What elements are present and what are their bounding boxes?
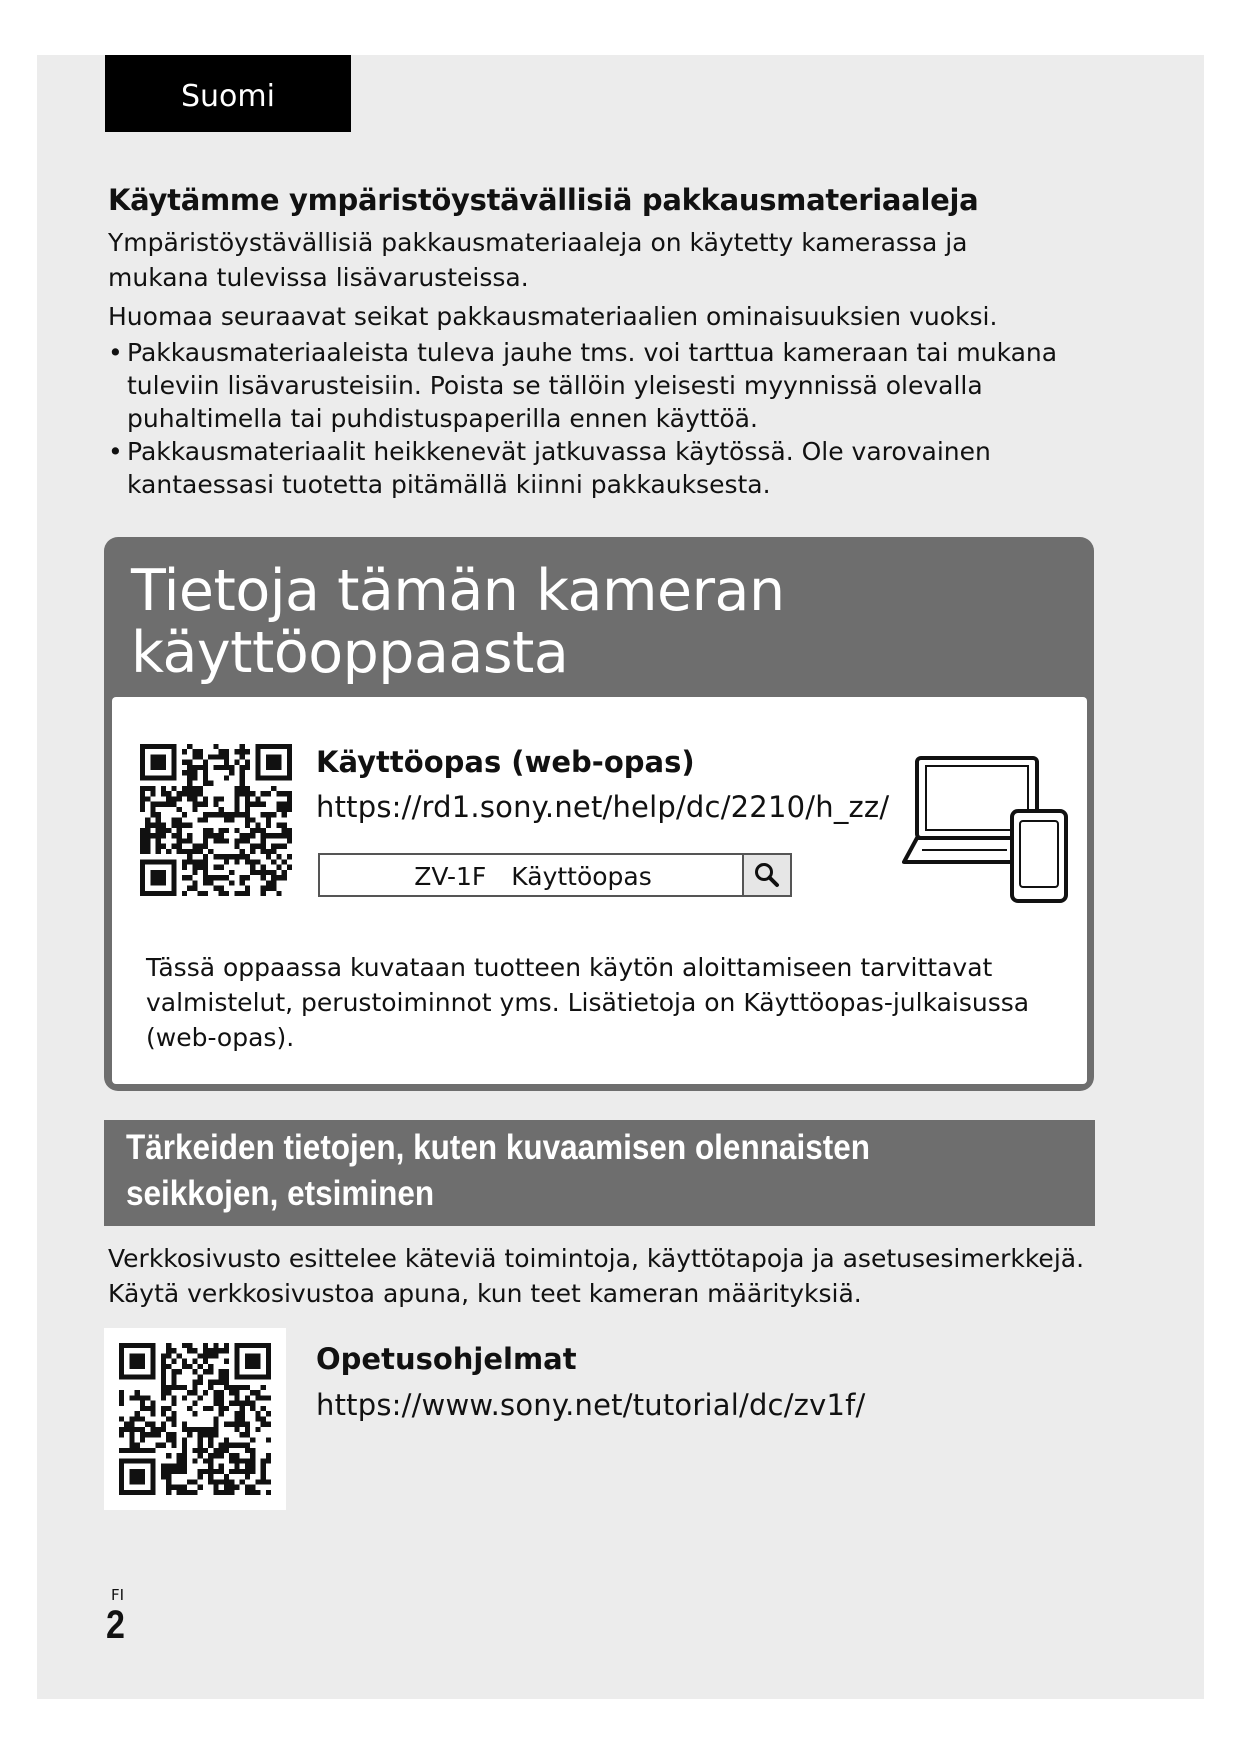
tips-banner-title	[126, 1125, 1026, 1217]
search-box[interactable]	[318, 853, 792, 897]
packaging-heading: Käytämme ympäristöystävällisiä pakkausmateriaaleja	[108, 183, 979, 217]
search-text: ZV-1F Käyttöopas	[414, 862, 652, 891]
guide-box-title	[131, 560, 785, 684]
tutorial-url-link[interactable]: https://www.sony.net/tutorial/dc/zv1f/	[316, 1388, 866, 1422]
tips-paragraph: Verkkosivusto esittelee käteviä toimintoja, käyttötapoja ja asetusesimerkkejä. Käytä verkkosivustoa apuna, kun teet kameran määrityksiä.	[108, 1244, 1085, 1308]
packaging-bullet-list	[108, 336, 1077, 501]
guide-qr-code[interactable]	[140, 744, 292, 896]
language-tab	[105, 55, 351, 132]
search-button[interactable]	[742, 855, 790, 895]
packaging-paragraph-1: Ympäristöystävällisiä pakkausmateriaaleja on käytetty kamerassa ja mukana tulevissa lisävarusteissa.	[108, 228, 968, 292]
packaging-paragraph-2: Huomaa seuraavat seikat pakkausmateriaalien ominaisuuksien vuoksi.	[108, 302, 998, 331]
tutorial-qr-code[interactable]	[104, 1328, 286, 1510]
language-tab-label: Suomi	[181, 79, 275, 114]
tutorial-label: Opetusohjelmat	[316, 1342, 577, 1376]
magnifier-icon	[753, 861, 781, 889]
tips-banner-line-2: seikkojen, etsiminen	[126, 1174, 435, 1213]
page-number: 2	[106, 1603, 125, 1647]
guide-title-line-1: Tietoja tämän kameran	[131, 558, 785, 624]
tips-banner-line-1: Tärkeiden tietojen, kuten kuvaamisen olennaisten	[126, 1128, 870, 1167]
laptop-and-smartphone-icon	[902, 755, 1070, 905]
guide-label: Käyttöopas (web-opas)	[316, 745, 695, 779]
guide-description: Tässä oppaassa kuvataan tuotteen käytön aloittamiseen tarvittavat valmistelut, perustoiminnot yms. Lisätietoja on Käyttöopas-julkaisussa (web-opas).	[146, 953, 1030, 1052]
guide-url-link[interactable]: https://rd1.sony.net/help/dc/2210/h_zz/	[316, 790, 890, 824]
qr-code-icon	[140, 744, 292, 896]
packaging-bullet-2: • Pakkausmateriaalit heikkenevät jatkuvassa käytössä. Ole varovainen kantaessasi tuotetta pitämällä kiinni pakkauksesta.	[108, 435, 1077, 501]
page-language-code: FI	[111, 1586, 125, 1604]
guide-title-line-2: käyttöoppaasta	[131, 620, 569, 686]
packaging-bullet-1: • Pakkausmateriaaleista tuleva jauhe tms. voi tarttua kameraan tai mukana tuleviin lisävarusteisiin. Poista se tällöin yleisesti myynnissä olevalla puhaltimella tai puhdistuspaperilla ennen käyttöä.	[108, 336, 1077, 435]
qr-code-icon	[119, 1343, 271, 1495]
